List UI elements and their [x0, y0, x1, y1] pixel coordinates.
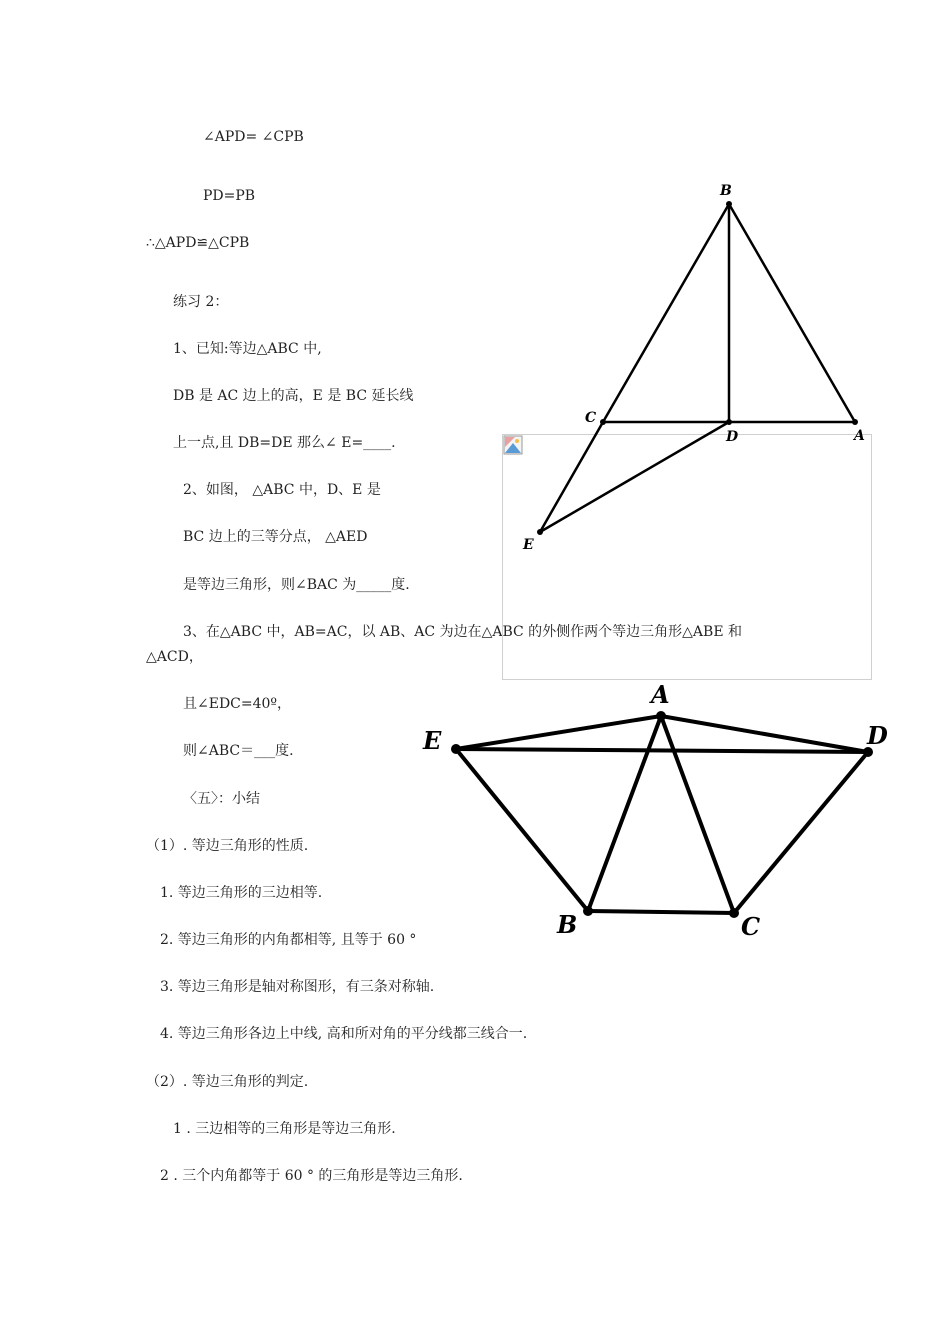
text-line: ∠APD= ∠CPB	[203, 129, 304, 145]
text-line: PD=PB	[203, 188, 256, 204]
label-d: D	[867, 721, 888, 750]
list-item: 3. 等边三角形是轴对称图形，有三条对称轴.	[160, 979, 435, 995]
text-line: DB 是 AC 边上的高，E 是 BC 延长线	[173, 388, 414, 404]
segment-ad	[661, 716, 868, 752]
section-heading: 〈五〉：小结	[183, 791, 260, 807]
text-line: 3、在△ABC 中，AB=AC，以 AB、AC 为边在△ABC 的外侧作两个等边三角形△ABE 和	[183, 624, 742, 640]
label-b: B	[720, 183, 732, 199]
segment-ac	[661, 716, 734, 913]
text-line: 则∠ABC＝___度.	[183, 743, 294, 759]
list-item: 2. 等边三角形的内角都相等, 且等于 60 °	[160, 932, 417, 948]
point-e	[451, 744, 461, 754]
label-c: C	[585, 410, 597, 426]
text-line: 上一点,且 DB=DE 那么∠ E=____.	[173, 435, 396, 451]
label-d: D	[726, 429, 739, 445]
text-line: ∴△APD≌△CPB	[146, 235, 250, 251]
segment-bc	[588, 911, 734, 913]
text-line: 1、已知:等边△ABC 中,	[173, 341, 322, 357]
label-a: A	[854, 428, 865, 444]
text-line: （1）. 等边三角形的性质.	[146, 838, 309, 854]
segment-eb	[456, 749, 588, 911]
text-line: 2、如图， △ABC 中，D、E 是	[183, 482, 381, 498]
list-item: 1. 等边三角形的三边相等.	[160, 885, 323, 901]
text-line: △ACD，	[146, 649, 203, 665]
text-line: 是等边三角形，则∠BAC 为_____度.	[183, 577, 410, 593]
label-a: A	[651, 680, 670, 709]
point-a	[656, 711, 666, 721]
segment-ae	[456, 716, 661, 749]
text-line: BC 边上的三等分点， △AED	[183, 529, 368, 545]
point-b	[583, 906, 593, 916]
text-line: 且∠EDC=40º，	[183, 696, 292, 712]
list-item: 4. 等边三角形各边上中线, 高和所对角的平分线都三线合一.	[160, 1026, 528, 1042]
text-line: （2）. 等边三角形的判定.	[146, 1074, 309, 1090]
list-item: 1 . 三边相等的三角形是等边三角形.	[173, 1121, 396, 1137]
segment-cd	[734, 752, 868, 913]
list-item: 2 . 三个内角都等于 60 ° 的三角形是等边三角形.	[160, 1168, 463, 1184]
label-e: E	[423, 726, 442, 755]
segment-ed	[456, 749, 868, 752]
label-b: B	[557, 910, 578, 939]
point-c	[729, 908, 739, 918]
segment-ab	[588, 716, 661, 911]
label-e: E	[523, 537, 534, 553]
section-heading: 练习 2：	[173, 294, 229, 310]
label-c: C	[741, 912, 761, 941]
